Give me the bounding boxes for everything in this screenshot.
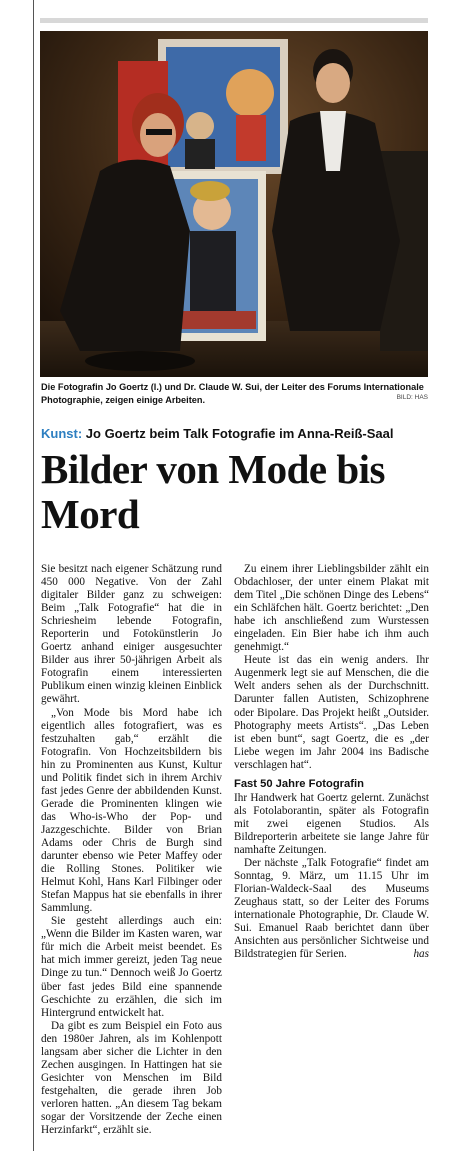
paragraph-7: Ihr Handwerk hat Goertz gelernt. Zunächst als Fotolaborantin, später als Fotografin mit zwei eigenen Studios. Als Bildreporterin arbeitete sie lange Jahre für namhafte Zeitungen. (234, 791, 429, 856)
paragraph-5: Zu einem ihrer Lieblingsbilder zählt ein Obdachloser, der unter einem Plakat mit dem Titel „Die schönen Dinge des Lebens“ ein Schläfchen hält. Goertz berichtet: „Den habe ich anschließend zum Wurstessen eingeladen. Ein Bier habe ich ihm auch genehmigt.“ (234, 563, 429, 654)
photo-caption: Die Fotografin Jo Goertz (l.) und Dr. Claude W. Sui, der Leiter des Forums Internationale Photographie, zeigen einige Arbeiten. (41, 382, 424, 405)
article-photo (40, 31, 428, 377)
top-divider (40, 18, 428, 23)
headline: Bilder von Mode bis Mord (41, 446, 385, 537)
article-kicker (41, 426, 394, 441)
author-signature: has (413, 948, 429, 961)
article-column-1 (41, 563, 222, 1137)
paragraph-8-text: Der nächste „Talk Fotografie“ findet am Sonntag, 9. März, um 11.15 Uhr im Florian-Waldeck-Saal des Museums Zeughaus statt, so der Leiter des Forums internationale Photographie, Dr. Claude W. Sui. Emanuel Raab berichtet dann über Ansichten aus persönlicher Sichtweise und Bildstrategien für Serien. (234, 857, 429, 961)
photo-credit: BILD: HAS (396, 394, 428, 401)
paragraph-1: Sie besitzt nach eigener Schätzung rund 450 000 Negative. Von der Zahl digitaler Bilder ganz zu schweigen: Beim „Talk Fotografie“ hat die in Schriesheim lebende Fotografin, Reporterin und Fotokünstlerin Jo Goertz anhand einiger ausgesuchter Bilder aus ihrer 50-jährigen Arbeit als Fotografin einem interessierten Publikum einen winzig kleinen Einblick gewährt. (41, 563, 222, 706)
article-column-2 (234, 563, 429, 961)
paragraph-4: Da gibt es zum Beispiel ein Foto aus den 1980er Jahren, als im Kohlenpott langsam aber sicher die Lichter in den Zechen ausgingen. In Hattingen hat sie Gesichter von Menschen im Bild festgehalten, die gerade ihren Job verloren hatten. „An diesem Tag bekam sogar der Vorsitzende der Zeche einen Herzinfarkt“, erzählt sie. (41, 1019, 222, 1137)
kicker-keyword: Kunst: (41, 426, 83, 441)
column-rule (33, 0, 34, 1151)
paragraph-6: Heute ist das ein wenig anders. Ihr Augenmerk legt sie auf Menschen, die die Welt anders sehen als der Durchschnitt. Darunter fallen Autisten, Schizophrene oder Bipolare. Das Projekt heißt „Outsider. Photography meets Artists“. „Das Leben ist eben bunt“, sagt Goertz, die es „der Liebe wegen im Jahr 2004 ins Badische verschlagen hat“. (234, 654, 429, 771)
paragraph-8 (234, 857, 429, 961)
kicker-text: Jo Goertz beim Talk Fotografie im Anna-Reiß-Saal (82, 426, 394, 441)
paragraph-3: Sie gesteht allerdings auch ein: „Wenn die Bilder im Kasten waren, war für mich die Arbeit meist beendet. Es hat mich immer gereizt, jeden Tag neue Dinge zu tun.“ Dennoch weiß Jo Goertz über fast jedes Bild eine spannende Geschichte zu erzählen, die sich im Hintergrund entwickelt hat. (41, 915, 222, 1019)
paragraph-2: „Von Mode bis Mord habe ich eigentlich alles fotografiert, was es festzuhalten gab,“ erzählt die Fotografin. Von Hochzeitsbildern bis hin zu Prominenten aus Kunst, Kultur und Politik findet sich in ihrem Archiv fast jedes Genre der abbildenden Kunst. Gerade die Prominenten klingen wie das Who-is-Who der Pop- und Jazzgeschichte. Bilder von Brian Adams oder Chris de Burgh sind darunter ebenso wie Peter Maffey oder die Rolling Stones. Politiker wie Helmut Kohl, Hans Karl Filbinger oder Stefan Mappus hat sie ebenfalls in ihrer Sammlung. (41, 706, 222, 915)
subheading: Fast 50 Jahre Fotografin (234, 777, 364, 790)
